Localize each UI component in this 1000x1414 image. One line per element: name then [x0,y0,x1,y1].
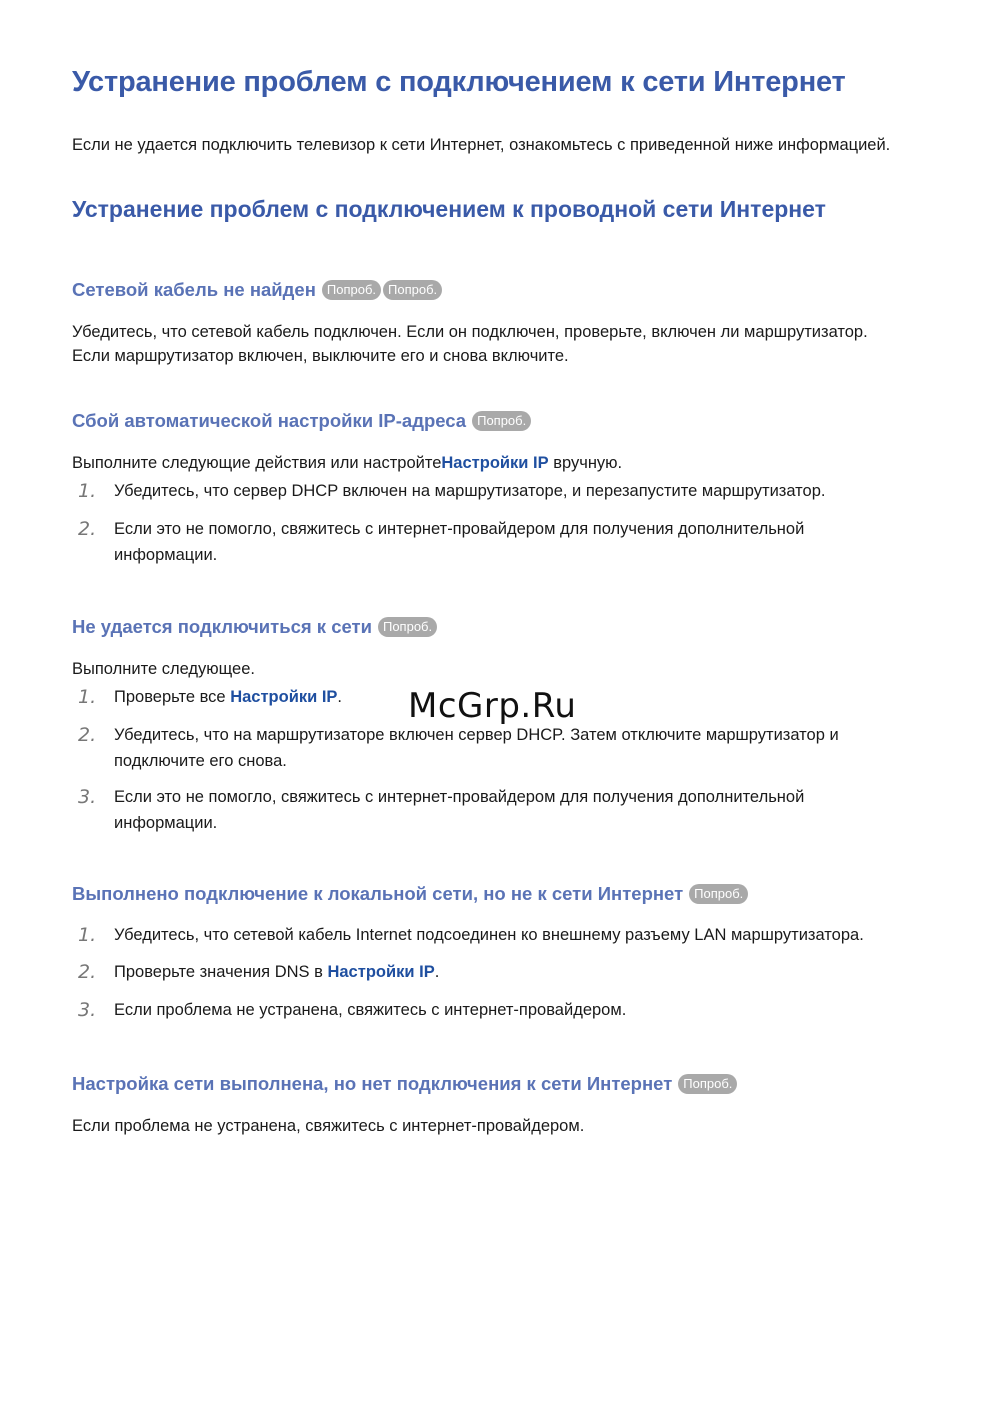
list-item-line: Убедитесь, что на маршрутизаторе включен сервер DHCP. Затем отключите маршрутизатор и [114,726,839,744]
list-item [78,516,938,568]
list-number: 1. [78,480,97,502]
list-item-text: Убедитесь, что сервер DHCP включен на маршрутизаторе, и перезапустите маршрутизатор. [114,482,826,500]
lead-text: вручную. [548,454,623,472]
paragraph-line: Если маршрутизатор включен, выключите его и снова включите. [72,347,569,365]
try-button[interactable]: Попроб. [689,884,748,904]
list-item [78,922,938,948]
subsection-title-text: Настройка сети выполнена, но нет подключения к сети Интернет [72,1073,673,1094]
page-title: Устранение проблем с подключением к сети Интернет [72,66,846,98]
paragraph-auto-ip-lead [72,451,932,475]
list-item-text-part: Проверьте все [114,688,231,706]
list-item-text [114,722,938,774]
list-item [78,959,938,985]
subsection-title-text: Не удается подключиться к сети [72,616,372,637]
list-item-text-part: . [434,963,440,981]
subsection-title-text: Сбой автоматической настройки IP-адреса [72,410,467,431]
list-item-text: Убедитесь, что сетевой кабель Internet подсоединен ко внешнему разъему LAN маршрутизатора. [114,926,864,944]
intro-text: Если не удается подключить телевизор к сети Интернет, ознакомьтесь с приведенной ниже информацией. [72,136,891,154]
list-item-line: Если это не помогло, свяжитесь с интернет-провайдером для получения дополнительной [114,788,805,806]
ip-settings-link[interactable]: Настройки IP [327,963,435,981]
subsection-title-cannot-connect [72,616,437,638]
try-button[interactable]: Попроб. [472,411,531,431]
list-number: 1. [78,686,97,708]
list-item-line: Если это не помогло, свяжитесь с интернет-провайдером для получения дополнительной [114,520,805,538]
list-item [78,784,938,836]
paragraph-cable [72,320,932,368]
section-title-wired: Устранение проблем с подключением к проводной сети Интернет [72,196,826,222]
try-button[interactable]: Попроб. [383,280,442,300]
list-item-text: Если проблема не устранена, свяжитесь с интернет-провайдером. [114,1001,627,1019]
list-item-text [114,784,938,836]
paragraph-line: Убедитесь, что сетевой кабель подключен. Если он подключен, проверьте, включен ли маршрутизатор. [72,323,868,341]
ip-settings-link[interactable]: Настройки IP [230,688,338,706]
try-button[interactable]: Попроб. [322,280,381,300]
subsection-title-configured-no-internet [72,1073,737,1095]
list-item [78,478,938,504]
subsection-title-cable [72,279,442,301]
list-number: 1. [78,924,97,946]
list-item-line: подключите его снова. [114,752,287,770]
watermark-text: McGrp.Ru [408,686,577,726]
paragraph-cannot-connect-lead: Выполните следующее. [72,660,255,678]
subsection-title-lan-no-internet [72,883,748,905]
lead-text: Выполните следующие действия или настройте [72,454,442,472]
list-number: 2. [78,724,97,746]
list-number: 3. [78,999,97,1021]
try-button[interactable]: Попроб. [378,617,437,637]
paragraph-configured-no-internet: Если проблема не устранена, свяжитесь с интернет-провайдером. [72,1117,585,1135]
subsection-title-auto-ip [72,410,531,432]
list-item-text-part: . [337,688,343,706]
list-number: 2. [78,961,97,983]
list-number: 3. [78,786,97,808]
list-item-text-part: Проверьте значения DNS в [114,963,328,981]
list-item [78,722,938,774]
subsection-title-text: Выполнено подключение к локальной сети, но не к сети Интернет [72,883,684,904]
list-item-line: информации. [114,814,218,832]
list-number: 2. [78,518,97,540]
list-item-line: информации. [114,546,218,564]
list-item-text [114,959,938,985]
subsection-title-text: Сетевой кабель не найден [72,279,316,300]
list-item-text [114,516,938,568]
list-item [78,997,938,1023]
ip-settings-link[interactable]: Настройки IP [441,454,549,472]
try-button[interactable]: Попроб. [678,1074,737,1094]
